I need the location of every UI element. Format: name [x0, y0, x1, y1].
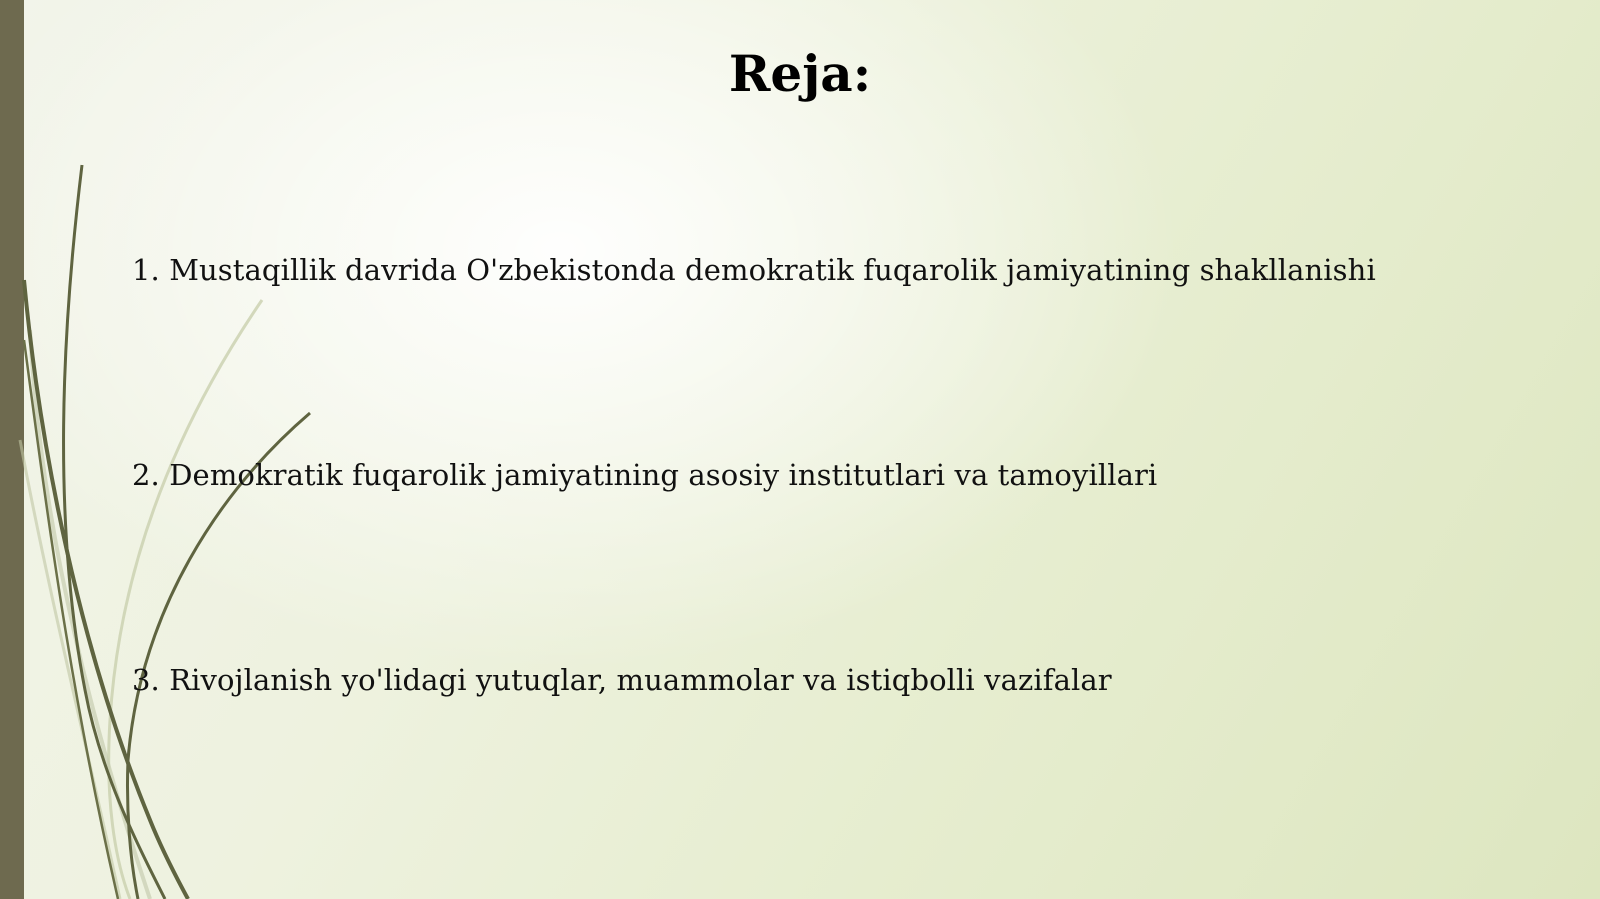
plan-item-number: 2. — [132, 458, 160, 492]
plan-item-3 — [132, 660, 1112, 700]
plan-item-text: Demokratik fuqarolik jamiyatining asosiy institutlari va tamoyillari — [169, 458, 1158, 492]
plan-item-2 — [132, 455, 1157, 495]
plan-item-text: Rivojlanish yo'lidagi yutuqlar, muammolar va istiqbolli vazifalar — [169, 663, 1112, 697]
plan-item-1 — [132, 250, 1376, 290]
grass-stems-ornament-icon — [0, 0, 360, 899]
slide-title: Reja: — [728, 44, 872, 103]
plan-item-text: Mustaqillik davrida O'zbekistonda demokratik fuqarolik jamiyatining shakllanishi — [169, 253, 1376, 287]
plan-item-number: 3. — [132, 663, 160, 697]
plan-item-number: 1. — [132, 253, 160, 287]
